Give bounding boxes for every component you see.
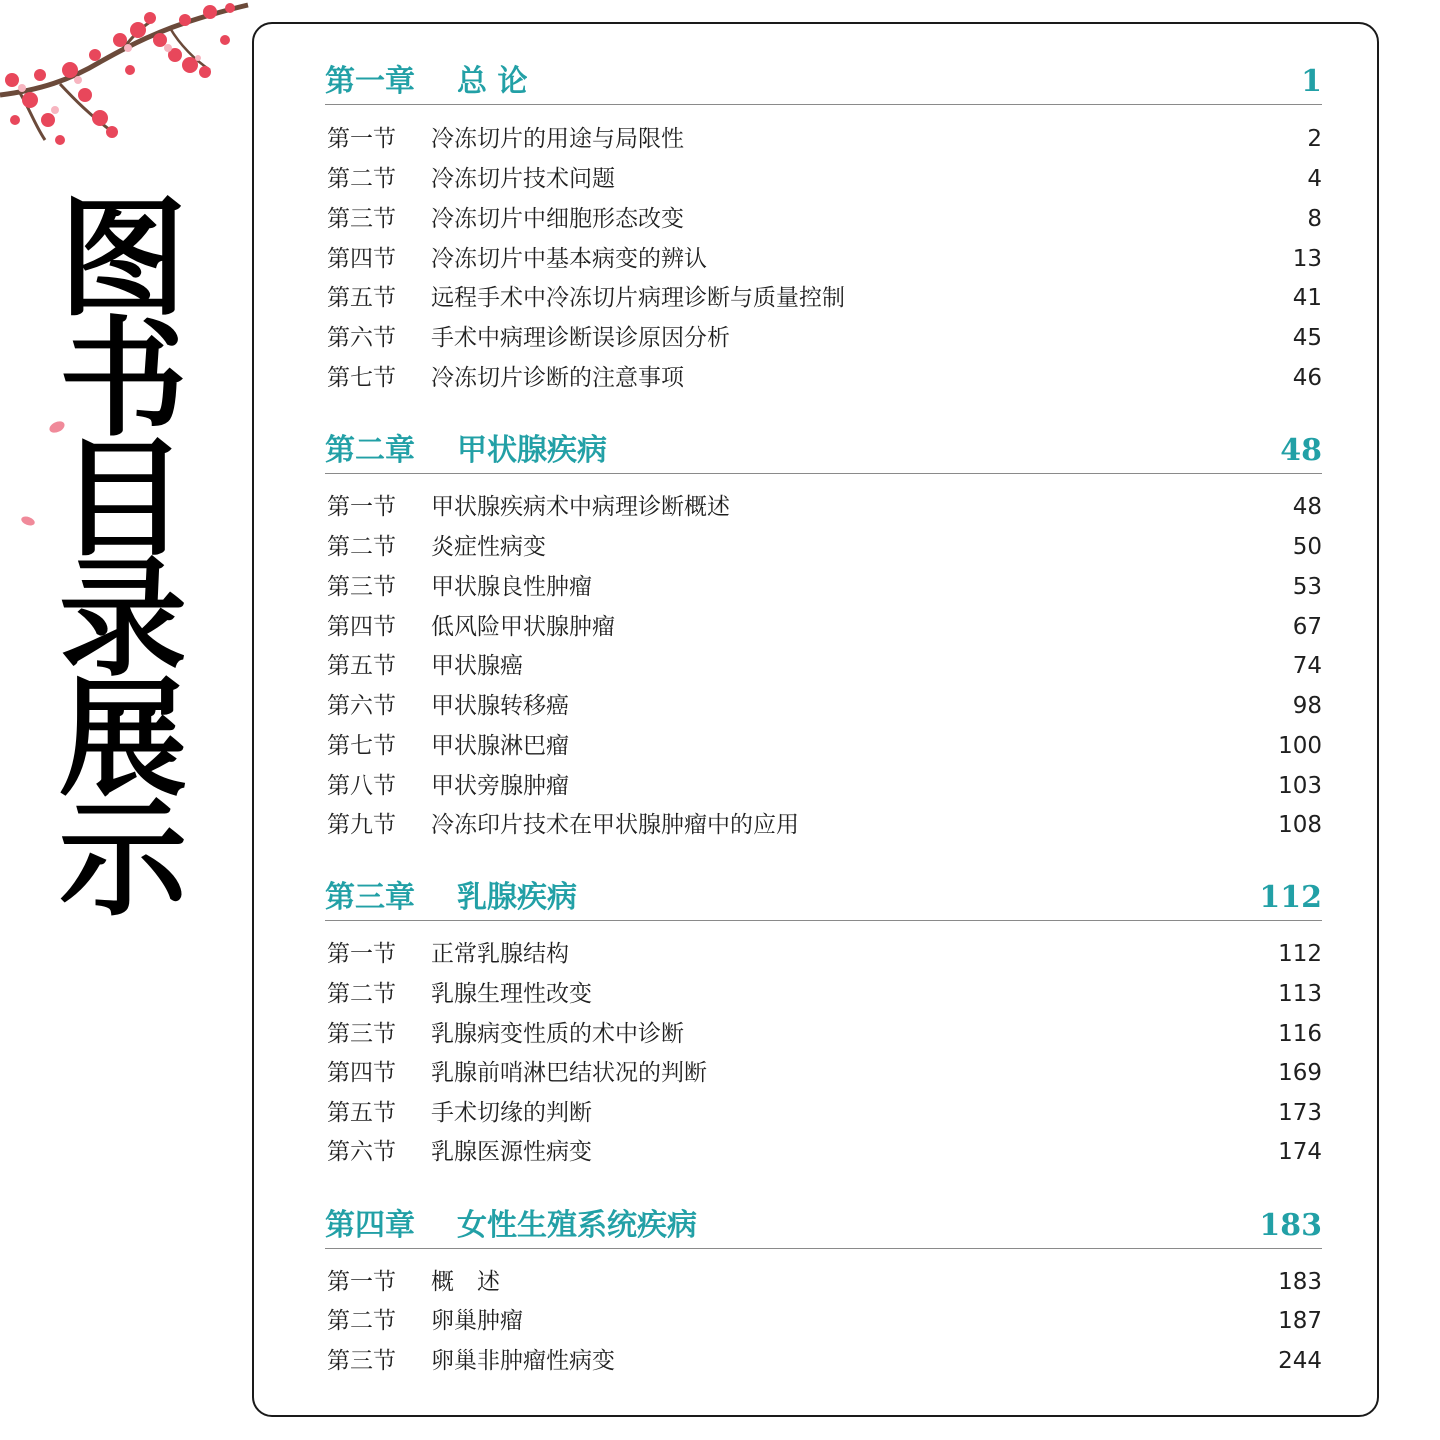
section-title: 概 述 bbox=[431, 1269, 500, 1295]
section-page: 174 bbox=[1278, 1139, 1322, 1165]
section-page: 48 bbox=[1292, 494, 1322, 520]
toc-entry bbox=[327, 282, 1322, 314]
toc-entry bbox=[327, 1097, 1322, 1129]
section-title: 正常乳腺结构 bbox=[431, 941, 569, 967]
section-title: 手术中病理诊断误诊原因分析 bbox=[431, 325, 730, 351]
left-decor-panel bbox=[0, 0, 250, 1440]
section-number: 第五节 bbox=[327, 1100, 396, 1126]
section-title: 乳腺生理性改变 bbox=[431, 981, 592, 1007]
chapter-page: 1 bbox=[1301, 64, 1322, 99]
section-page: 112 bbox=[1278, 941, 1322, 967]
title-char: 书 bbox=[58, 305, 187, 454]
section-number: 第四节 bbox=[327, 614, 396, 640]
chapter-title: 总 论 bbox=[457, 64, 528, 99]
title-char: 目 bbox=[58, 425, 187, 574]
section-title: 卵巢非肿瘤性病变 bbox=[431, 1348, 615, 1374]
section-title: 乳腺医源性病变 bbox=[431, 1139, 592, 1165]
chapter-heading bbox=[325, 60, 1322, 105]
toc-entry bbox=[327, 322, 1322, 354]
section-number: 第六节 bbox=[327, 325, 396, 351]
toc-entry bbox=[327, 938, 1322, 970]
section-page: 41 bbox=[1292, 285, 1322, 311]
chapter-heading bbox=[325, 1204, 1322, 1249]
section-number: 第七节 bbox=[327, 733, 396, 759]
section-title: 甲状旁腺肿瘤 bbox=[431, 773, 569, 799]
section-title: 手术切缘的判断 bbox=[431, 1100, 592, 1126]
toc-entry bbox=[327, 978, 1322, 1010]
toc-entry bbox=[327, 203, 1322, 235]
section-title: 冷冻印片技术在甲状腺肿瘤中的应用 bbox=[431, 812, 799, 838]
section-title: 乳腺病变性质的术中诊断 bbox=[431, 1021, 684, 1047]
vertical-title bbox=[48, 185, 198, 934]
toc-entry bbox=[327, 1136, 1322, 1168]
section-number: 第二节 bbox=[327, 166, 396, 192]
chapter-heading bbox=[325, 429, 1322, 474]
section-number: 第三节 bbox=[327, 574, 396, 600]
toc-entry bbox=[327, 730, 1322, 762]
section-title: 甲状腺淋巴瘤 bbox=[431, 733, 569, 759]
section-page: 183 bbox=[1278, 1269, 1322, 1295]
section-page: 108 bbox=[1278, 812, 1322, 838]
section-page: 13 bbox=[1292, 246, 1322, 272]
title-char: 展 bbox=[58, 665, 187, 814]
section-title: 炎症性病变 bbox=[431, 534, 546, 560]
toc-entry bbox=[327, 362, 1322, 394]
section-number: 第六节 bbox=[327, 1139, 396, 1165]
chapter-page: 183 bbox=[1259, 1208, 1322, 1243]
section-page: 50 bbox=[1292, 534, 1322, 560]
chapter-heading bbox=[325, 876, 1322, 921]
toc-entry bbox=[327, 650, 1322, 682]
section-title: 冷冻切片诊断的注意事项 bbox=[431, 365, 684, 391]
section-number: 第五节 bbox=[327, 653, 396, 679]
toc-entry bbox=[327, 531, 1322, 563]
section-page: 113 bbox=[1278, 981, 1322, 1007]
section-page: 116 bbox=[1278, 1021, 1322, 1047]
section-page: 98 bbox=[1292, 693, 1322, 719]
chapter-page: 48 bbox=[1280, 433, 1322, 468]
toc-entry bbox=[327, 611, 1322, 643]
section-number: 第三节 bbox=[327, 1348, 396, 1374]
section-page: 100 bbox=[1278, 733, 1322, 759]
section-title: 甲状腺转移癌 bbox=[431, 693, 569, 719]
section-number: 第一节 bbox=[327, 1269, 396, 1295]
section-title: 乳腺前哨淋巴结状况的判断 bbox=[431, 1060, 707, 1086]
toc-entry bbox=[327, 491, 1322, 523]
section-number: 第三节 bbox=[327, 1021, 396, 1047]
chapter-number: 第一章 bbox=[325, 64, 415, 99]
section-page: 46 bbox=[1292, 365, 1322, 391]
section-title: 冷冻切片技术问题 bbox=[431, 166, 615, 192]
chapter-number: 第四章 bbox=[325, 1208, 415, 1243]
section-number: 第二节 bbox=[327, 534, 396, 560]
toc-entry bbox=[327, 809, 1322, 841]
section-title: 冷冻切片的用途与局限性 bbox=[431, 126, 684, 152]
section-page: 2 bbox=[1307, 126, 1322, 152]
section-number: 第三节 bbox=[327, 206, 396, 232]
section-number: 第五节 bbox=[327, 285, 396, 311]
section-number: 第四节 bbox=[327, 246, 396, 272]
chapter-number: 第二章 bbox=[325, 433, 415, 468]
section-number: 第一节 bbox=[327, 941, 396, 967]
section-title: 卵巢肿瘤 bbox=[431, 1308, 523, 1334]
section-number: 第九节 bbox=[327, 812, 396, 838]
section-number: 第二节 bbox=[327, 1308, 396, 1334]
chapter-page: 112 bbox=[1259, 880, 1322, 915]
title-char: 示 bbox=[58, 785, 187, 934]
section-title: 甲状腺癌 bbox=[431, 653, 523, 679]
section-number: 第一节 bbox=[327, 126, 396, 152]
section-number: 第六节 bbox=[327, 693, 396, 719]
section-page: 4 bbox=[1307, 166, 1322, 192]
section-number: 第二节 bbox=[327, 981, 396, 1007]
section-page: 67 bbox=[1292, 614, 1322, 640]
toc-entry bbox=[327, 1057, 1322, 1089]
chapter-title: 甲状腺疾病 bbox=[457, 433, 607, 468]
section-number: 第七节 bbox=[327, 365, 396, 391]
section-page: 244 bbox=[1278, 1348, 1322, 1374]
section-page: 103 bbox=[1278, 773, 1322, 799]
toc-entry bbox=[327, 1018, 1322, 1050]
section-title: 甲状腺疾病术中病理诊断概述 bbox=[431, 494, 730, 520]
section-title: 甲状腺良性肿瘤 bbox=[431, 574, 592, 600]
toc-entry bbox=[327, 163, 1322, 195]
petal-icon bbox=[20, 515, 36, 527]
chapter-title: 乳腺疾病 bbox=[457, 880, 577, 915]
chapter-number: 第三章 bbox=[325, 880, 415, 915]
section-page: 45 bbox=[1292, 325, 1322, 351]
section-number: 第四节 bbox=[327, 1060, 396, 1086]
chapter-title: 女性生殖系统疾病 bbox=[457, 1208, 697, 1243]
toc-entry bbox=[327, 571, 1322, 603]
section-number: 第八节 bbox=[327, 773, 396, 799]
section-page: 169 bbox=[1278, 1060, 1322, 1086]
title-char: 图 bbox=[58, 185, 187, 334]
toc-entry bbox=[327, 690, 1322, 722]
section-page: 74 bbox=[1292, 653, 1322, 679]
section-title: 冷冻切片中细胞形态改变 bbox=[431, 206, 684, 232]
toc-entry bbox=[327, 1345, 1322, 1377]
section-title: 远程手术中冷冻切片病理诊断与质量控制 bbox=[431, 285, 845, 311]
toc-entry bbox=[327, 123, 1322, 155]
section-title: 冷冻切片中基本病变的辨认 bbox=[431, 246, 707, 272]
section-number: 第一节 bbox=[327, 494, 396, 520]
section-page: 173 bbox=[1278, 1100, 1322, 1126]
toc-entry bbox=[327, 1266, 1322, 1298]
section-page: 187 bbox=[1278, 1308, 1322, 1334]
toc-entry bbox=[327, 243, 1322, 275]
plum-blossom-branch-icon bbox=[0, 0, 250, 170]
section-page: 8 bbox=[1307, 206, 1322, 232]
toc-entry bbox=[327, 770, 1322, 802]
section-page: 53 bbox=[1292, 574, 1322, 600]
title-char: 录 bbox=[58, 545, 187, 694]
section-title: 低风险甲状腺肿瘤 bbox=[431, 614, 615, 640]
toc-entry bbox=[327, 1305, 1322, 1337]
